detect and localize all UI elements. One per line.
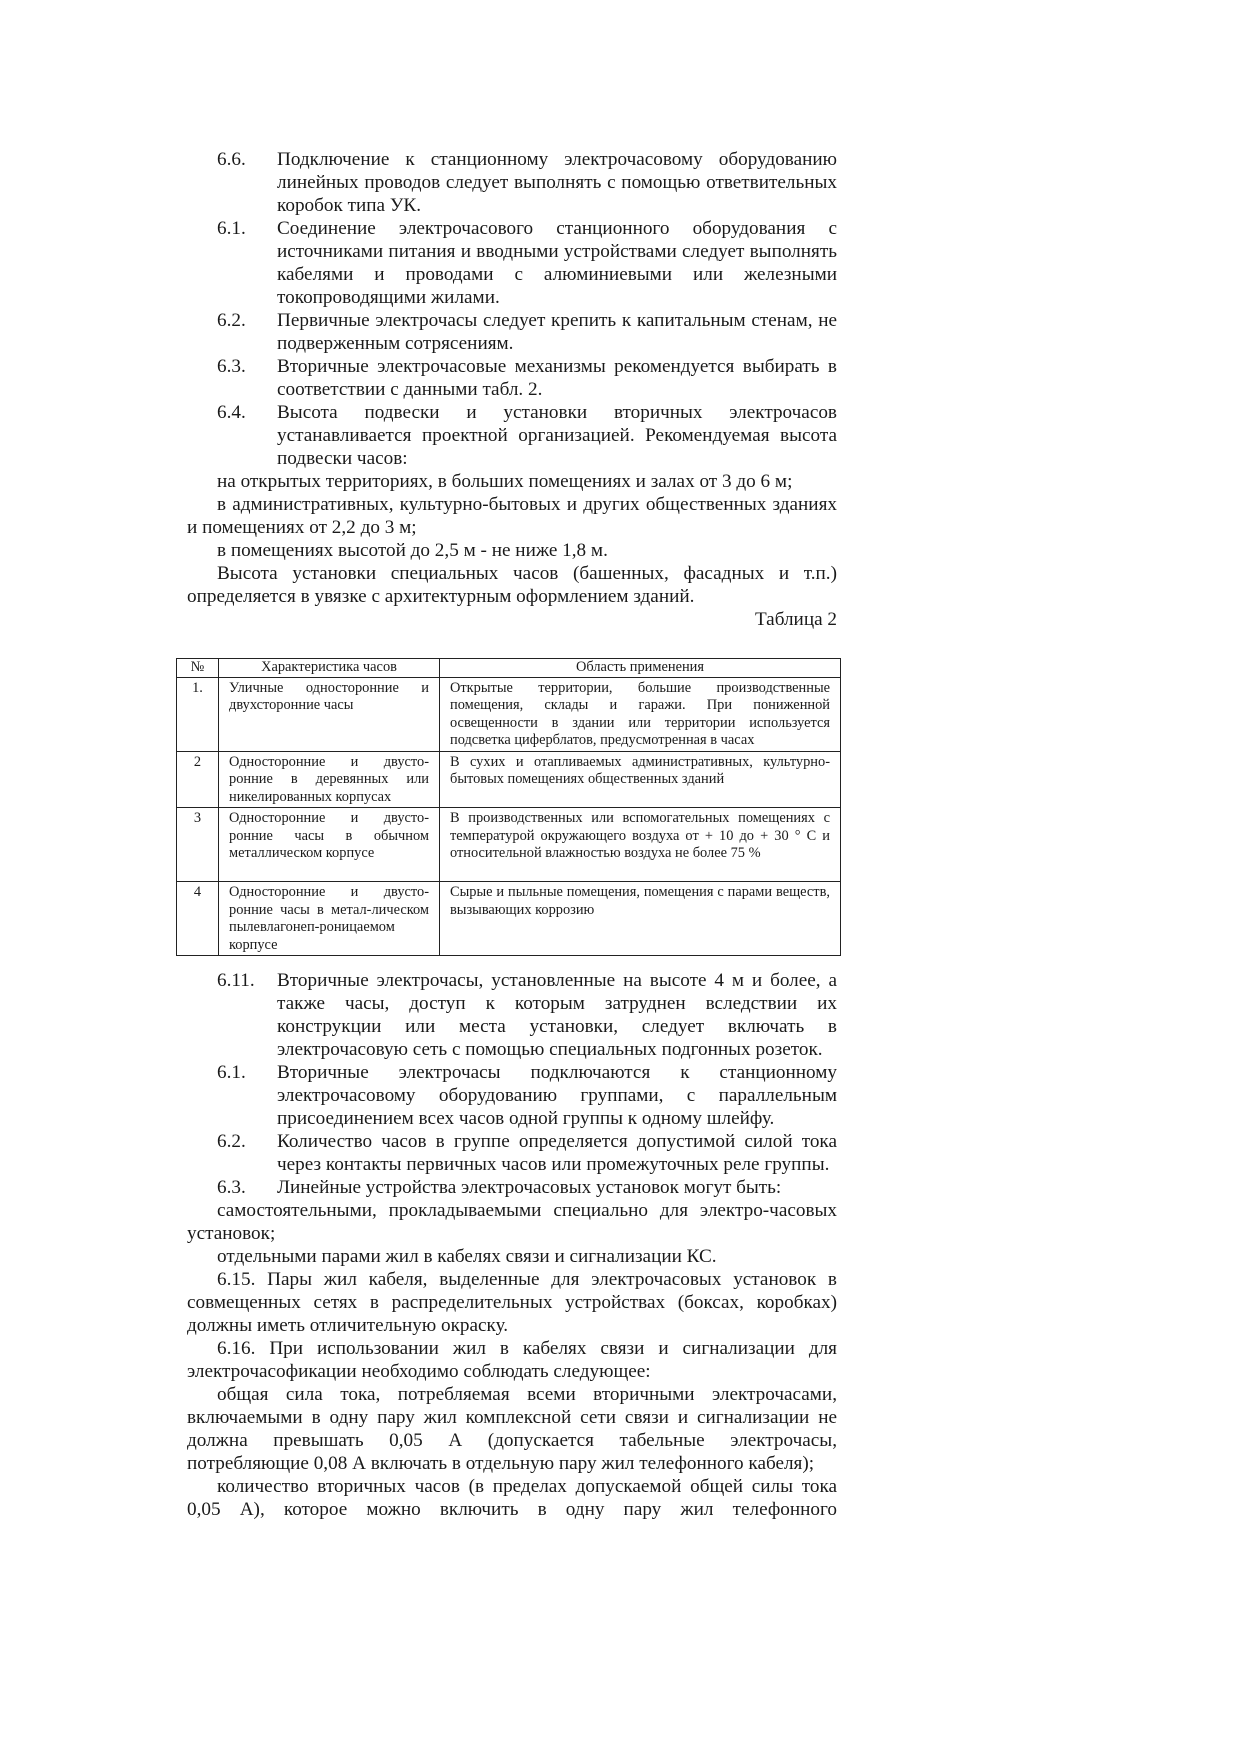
row-application: В сухих и отапливаемых административных, культурно-бытовых помещениях общественных зданий	[440, 751, 841, 808]
row-characteristic: Уличные односторонние и двухсторонние часы	[219, 677, 440, 751]
clause-6-3b	[187, 1176, 837, 1199]
clause-text: Вторичные электрочасовые механизмы рекомендуется выбирать в соответствии с данными табл. 2.	[277, 356, 837, 400]
paragraph: общая сила тока, потребляемая всеми вторичными электрочасами, включаемыми в одну пару жил комплексной сети связи и сигнализации не должна превышать 0,05 А (допускается табельные электрочасы, потребляющие 0,08 А включать в отдельную пару жил телефонного кабеля);	[187, 1384, 837, 1474]
table-header-row	[177, 659, 841, 678]
clause-number: 6.1.	[217, 1062, 246, 1083]
clause-text: Количество часов в группе определяется допустимой силой тока через контакты первичных часов или промежуточных реле группы.	[277, 1131, 837, 1175]
row-characteristic: Односторонние и двусто-ронние часы в обычном металлическом корпусе	[219, 808, 440, 882]
clause-number: 6.4.	[217, 402, 246, 423]
table-row	[177, 751, 841, 808]
clause-6-3	[187, 355, 837, 401]
row-application: В производственных или вспомогательных помещениях с температурой окружающего воздуха от + 10 до + 30 ° С и относительной влажностью воздуха не более 75 %	[440, 808, 841, 882]
clause-number: 6.1.	[217, 218, 246, 239]
clause-text: Линейные устройства электрочасовых установок могут быть:	[277, 1177, 782, 1198]
table-2	[176, 658, 841, 956]
text-block-top	[187, 148, 837, 631]
clause-text: Вторичные электрочасы подключаются к станционному электрочасовому оборудованию группами, с параллельным присоединением всех часов одной группы к одному шлейфу.	[277, 1062, 837, 1129]
clause-6-4	[187, 401, 837, 470]
clause-6-2b	[187, 1130, 837, 1176]
paragraph: Высота установки специальных часов (башенных, фасадных и т.п.) определяется в увязке с архитектурным оформлением зданий.	[187, 563, 837, 607]
clause-6-2	[187, 309, 837, 355]
row-application: Сырые и пыльные помещения, помещения с парами веществ, вызывающих коррозию	[440, 882, 841, 956]
table-caption: Таблица 2	[754, 609, 837, 630]
text-block-bottom	[187, 969, 837, 1521]
row-application: Открытые территории, большие производственные помещения, склады и гаражи. При пониженной освещенности в здании или территории используется подсветка циферблатов, предусмотренная в часах	[440, 677, 841, 751]
paragraph: отдельными парами жил в кабелях связи и сигнализации КС.	[217, 1246, 717, 1267]
clause-number: 6.11.	[217, 970, 255, 991]
row-number: 2	[177, 751, 219, 808]
paragraph: самостоятельными, прокладываемыми специально для электро-часовых установок;	[187, 1200, 837, 1244]
clause-6-1b	[187, 1061, 837, 1130]
paragraph: 6.15. Пары жил кабеля, выделенные для электрочасовых установок в совмещенных сетях в распределительных устройствах (боксах, коробках) должны иметь отличительную окраску.	[187, 1269, 837, 1336]
paragraph: в административных, культурно-бытовых и других общественных зданиях и помещениях от 2,2 до 3 м;	[187, 494, 837, 538]
clause-text: Высота подвески и установки вторичных электрочасов устанавливается проектной организацией. Рекомендуемая высота подвески часов:	[277, 402, 837, 469]
clause-number: 6.2.	[217, 310, 246, 331]
row-number: 3	[177, 808, 219, 882]
clause-6-1	[187, 217, 837, 309]
clause-number: 6.3.	[217, 356, 246, 377]
paragraph: количество вторичных часов (в пределах допускаемой общей силы тока 0,05 А), которое можно включить в одну пару жил телефонного	[187, 1476, 837, 1520]
clause-text: Вторичные электрочасы, установленные на высоте 4 м и более, а также часы, доступ к которым затруднен вследствии их конструкции или места установки, следует включать в электрочасовую сеть с помощью специальных подгонных розеток.	[277, 970, 837, 1060]
clause-text: Соединение электрочасового станционного оборудования с источниками питания и вводными устройствами следует выполнять кабелями и проводами с алюминиевыми или железными токопроводящими жилами.	[277, 218, 837, 308]
paragraph: на открытых территориях, в больших помещениях и залах от 3 до 6 м;	[217, 471, 793, 492]
row-number: 1.	[177, 677, 219, 751]
clause-6-6	[187, 148, 837, 217]
header-application: Область применения	[440, 659, 841, 678]
clause-text: Первичные электрочасы следует крепить к капитальным стенам, не подверженным сотрясениям.	[277, 310, 837, 354]
clause-number: 6.3.	[217, 1177, 246, 1198]
table-row	[177, 677, 841, 751]
clause-number: 6.2.	[217, 1131, 246, 1152]
row-characteristic: Односторонние и двусто-ронние в деревянных или никелированных корпусах	[219, 751, 440, 808]
clause-text: Подключение к станционному электрочасовому оборудованию линейных проводов следует выполнять с помощью ответвительных коробок типа УК.	[277, 149, 837, 216]
paragraph: в помещениях высотой до 2,5 м - не ниже 1,8 м.	[217, 540, 608, 561]
table-row	[177, 882, 841, 956]
clause-number: 6.6.	[217, 149, 246, 170]
row-characteristic: Односторонние и двусто-ронние часы в метал-лическом пылевлагонеп-роницаемом корпусе	[219, 882, 440, 956]
table-row	[177, 808, 841, 882]
row-number: 4	[177, 882, 219, 956]
paragraph: 6.16. При использовании жил в кабелях связи и сигнализации для электрочасофикации необходимо соблюдать следующее:	[187, 1338, 837, 1382]
clause-6-11	[187, 969, 837, 1061]
header-characteristic: Характеристика часов	[219, 659, 440, 678]
header-number: №	[177, 659, 219, 678]
